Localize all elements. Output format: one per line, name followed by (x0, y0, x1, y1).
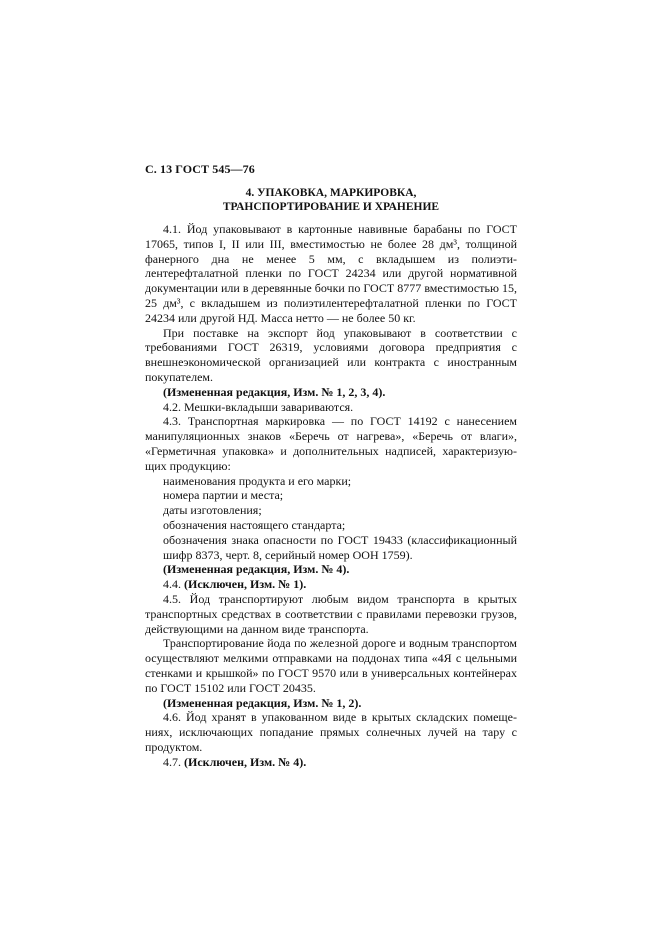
paragraph-4-1: 4.1. Йод упаковывают в картонные навивные барабаны по ГОСТ 17065, типов I, II или III, вместимостью не более 28 дм³, толщиной фанерного дна не менее 5 мм, с вкладышем из полиэтилентерефталатной пленки по ГОСТ 24234 или другой нормативной документации или в деревянные бочки по ГОСТ 8777 вместимостью 15, 25 дм³, с вкладышем из полиэтилентерефталатной пленки по ГОСТ 24234 или другой НД. Масса нетто — не более 50 кг. (145, 222, 517, 325)
edition-note: (Измененная редакция, Изм. № 4). (163, 562, 350, 577)
list-item: наименования продукта и его марки; (163, 473, 352, 488)
paragraph-4-1-export: При поставке на экспорт йод упаковывают в соответствии с требованиями ГОСТ 26319, условиями договора предприятия с внешнеэкономической организацией или контракта с иностранным покупателем. (145, 325, 517, 384)
list-item: обозначения настоящего стандарта; (163, 517, 346, 532)
list-item: номера партии и места; (163, 488, 284, 503)
section-title (145, 186, 517, 214)
paragraph-number: 4.4. (163, 577, 181, 592)
section-body (145, 222, 517, 769)
paragraph-4-7 (145, 755, 517, 770)
excluded-note: (Исключен, Изм. № 4). (184, 754, 307, 769)
excluded-note: (Исключен, Изм. № 1). (184, 577, 307, 592)
section-title-line2: ТРАНСПОРТИРОВАНИЕ И ХРАНЕНИЕ (222, 201, 440, 213)
paragraph-4-5: 4.5. Йод транспортируют любым видом транспорта в крытых транспортных средствах в соответствии с правилами перевозки грузов, действующими на данном виде транспорта. (145, 591, 517, 636)
edition-note: (Измененная редакция, Изм. № 1, 2). (163, 695, 362, 710)
edition-note: (Измененная редакция, Изм. № 1, 2, 3, 4). (163, 384, 386, 399)
paragraph-4-5-transport: Транспортирование йода по железной дороге и водным транспортом осуществляют мелкими отправками на поддонах типа «4Я с цельными стенками и крышкой» по ГОСТ 9570 или в универсальных контейнерах по ГОСТ 15102 или ГОСТ 20435. (145, 636, 517, 695)
section-title-line1: 4. УПАКОВКА, МАРКИРОВКА, (245, 187, 417, 199)
list-item: даты изготовления; (163, 503, 262, 518)
list-item: обозначения знака опасности по ГОСТ 19433 (классификационный шифр 8373, черт. 8, серийный номер ООН 1759). (163, 532, 517, 562)
paragraph-4-4 (145, 577, 517, 592)
paragraph-4-6: 4.6. Йод хранят в упакованном виде в крытых складских помещениях, исключающих попадание прямых солнечных лучей на тару с продуктом. (145, 710, 517, 754)
paragraph-4-3: 4.3. Транспортная маркировка — по ГОСТ 14192 с нанесением манипуляционных знаков «Беречь от нагрева», «Беречь от влаги», «Герметичная упаковка» и дополнительных надписей, характеризующих продукцию: (145, 414, 517, 473)
paragraph-4-2: 4.2. Мешки-вкладыши завариваются. (163, 399, 354, 414)
page-header: С. 13 ГОСТ 545—76 (145, 162, 255, 176)
paragraph-number: 4.7. (163, 754, 181, 769)
